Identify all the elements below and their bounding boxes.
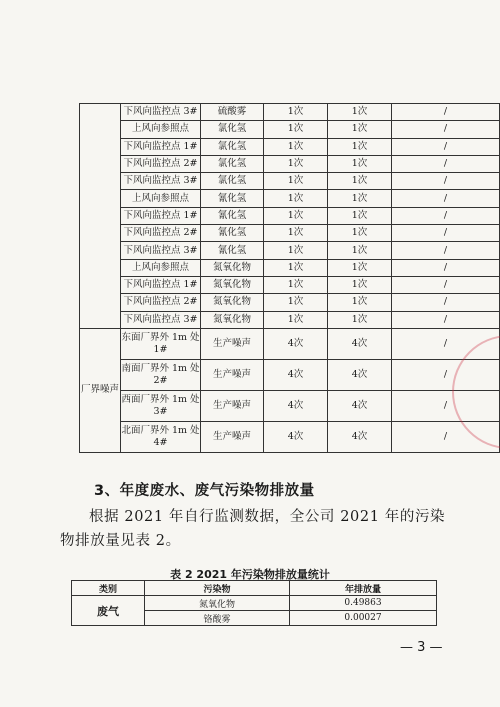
header-category: 类别 xyxy=(72,581,145,596)
frequency-a: 1次 xyxy=(264,173,328,190)
frequency-a: 4次 xyxy=(264,328,328,359)
pollutant: 氮氧化物 xyxy=(201,276,264,293)
frequency-b: 1次 xyxy=(328,242,392,259)
remark: / xyxy=(392,225,500,242)
monitoring-table xyxy=(79,103,500,453)
pollutant: 氮氧化物 xyxy=(201,259,264,276)
frequency-b: 1次 xyxy=(328,138,392,155)
remark: / xyxy=(392,121,500,138)
monitor-point: 下风向监控点 2# xyxy=(121,155,201,172)
monitor-point: 上风向参照点 xyxy=(121,190,201,207)
pollutant: 氮氧化物 xyxy=(201,311,264,328)
table-row xyxy=(80,225,500,242)
remark: / xyxy=(392,328,500,359)
pollutant: 氰化氢 xyxy=(201,190,264,207)
table-row xyxy=(80,259,500,276)
table-row xyxy=(80,421,500,452)
monitor-point: 东面厂界外 1m 处1# xyxy=(121,328,201,359)
amount: 0.49863 xyxy=(290,596,437,611)
table-row xyxy=(72,596,437,611)
frequency-b: 1次 xyxy=(328,190,392,207)
frequency-a: 1次 xyxy=(264,294,328,311)
table-row xyxy=(80,311,500,328)
frequency-b: 1次 xyxy=(328,155,392,172)
table-row xyxy=(80,328,500,359)
table-row xyxy=(80,276,500,293)
table-row xyxy=(80,138,500,155)
frequency-a: 1次 xyxy=(264,225,328,242)
table-row xyxy=(80,173,500,190)
section-heading: 3、年度废水、废气污染物排放量 xyxy=(94,483,315,499)
frequency-a: 1次 xyxy=(264,242,328,259)
remark: / xyxy=(392,311,500,328)
pollutant: 氮氧化物 xyxy=(201,294,264,311)
frequency-b: 4次 xyxy=(328,328,392,359)
table-row xyxy=(80,155,500,172)
frequency-b: 1次 xyxy=(328,294,392,311)
monitor-point: 上风向参照点 xyxy=(121,121,201,138)
table-caption: 表 2 2021 年污染物排放量统计 xyxy=(170,568,330,581)
frequency-a: 1次 xyxy=(264,190,328,207)
category-cell: 废气 xyxy=(72,596,145,626)
frequency-b: 1次 xyxy=(328,311,392,328)
remark: / xyxy=(392,259,500,276)
frequency-b: 4次 xyxy=(328,390,392,421)
monitor-point: 下风向监控点 3# xyxy=(121,242,201,259)
frequency-b: 1次 xyxy=(328,225,392,242)
pollutant: 硫酸雾 xyxy=(201,104,264,121)
remark: / xyxy=(392,359,500,390)
remark: / xyxy=(392,190,500,207)
monitor-point: 下风向监控点 3# xyxy=(121,104,201,121)
table-row xyxy=(80,242,500,259)
monitor-point: 下风向监控点 1# xyxy=(121,276,201,293)
page-number: — 3 — xyxy=(400,640,443,655)
frequency-a: 4次 xyxy=(264,359,328,390)
pollutant: 生产噪声 xyxy=(201,390,264,421)
frequency-b: 4次 xyxy=(328,421,392,452)
pollutant: 生产噪声 xyxy=(201,328,264,359)
frequency-a: 1次 xyxy=(264,207,328,224)
remark: / xyxy=(392,242,500,259)
monitor-point: 南面厂界外 1m 处2# xyxy=(121,359,201,390)
body-paragraph: 根据 2021 年自行监测数据，全公司 2021 年的污染物排放量见表 2。 xyxy=(60,509,446,549)
frequency-b: 4次 xyxy=(328,359,392,390)
remark: / xyxy=(392,294,500,311)
monitor-point: 下风向监控点 1# xyxy=(121,207,201,224)
header-amount: 年排放量 xyxy=(290,581,437,596)
monitor-point: 下风向监控点 3# xyxy=(121,173,201,190)
frequency-b: 1次 xyxy=(328,173,392,190)
table-row xyxy=(80,294,500,311)
emission-table xyxy=(71,580,437,626)
monitor-point: 下风向监控点 3# xyxy=(121,311,201,328)
frequency-a: 4次 xyxy=(264,390,328,421)
pollutant: 氯化氢 xyxy=(201,173,264,190)
pollutant: 氯化氢 xyxy=(201,138,264,155)
table-header-row xyxy=(72,581,437,596)
frequency-a: 1次 xyxy=(264,121,328,138)
pollutant: 氮氧化物 xyxy=(145,596,290,611)
frequency-b: 1次 xyxy=(328,276,392,293)
remark: / xyxy=(392,421,500,452)
frequency-a: 1次 xyxy=(264,276,328,293)
pollutant: 氰化氢 xyxy=(201,225,264,242)
table-row xyxy=(80,121,500,138)
table-row xyxy=(80,207,500,224)
frequency-b: 1次 xyxy=(328,121,392,138)
remark: / xyxy=(392,155,500,172)
amount: 0.00027 xyxy=(290,611,437,626)
frequency-a: 1次 xyxy=(264,311,328,328)
monitor-point: 下风向监控点 2# xyxy=(121,225,201,242)
frequency-a: 1次 xyxy=(264,104,328,121)
pollutant: 铬酸雾 xyxy=(145,611,290,626)
remark: / xyxy=(392,276,500,293)
frequency-a: 4次 xyxy=(264,421,328,452)
frequency-b: 1次 xyxy=(328,104,392,121)
monitor-point: 下风向监控点 1# xyxy=(121,138,201,155)
table-row xyxy=(80,104,500,121)
remark: / xyxy=(392,138,500,155)
table-row xyxy=(80,359,500,390)
remark: / xyxy=(392,104,500,121)
table-row xyxy=(80,190,500,207)
frequency-a: 1次 xyxy=(264,155,328,172)
frequency-a: 1次 xyxy=(264,138,328,155)
pollutant: 生产噪声 xyxy=(201,421,264,452)
remark: / xyxy=(392,207,500,224)
pollutant: 氯化氢 xyxy=(201,155,264,172)
pollutant: 生产噪声 xyxy=(201,359,264,390)
frequency-b: 1次 xyxy=(328,259,392,276)
pollutant: 氰化氢 xyxy=(201,207,264,224)
category-cell-air xyxy=(80,104,121,329)
pollutant: 氰化氢 xyxy=(201,242,264,259)
table-row xyxy=(80,390,500,421)
monitor-point: 北面厂界外 1m 处4# xyxy=(121,421,201,452)
monitor-point: 西面厂界外 1m 处3# xyxy=(121,390,201,421)
category-cell-noise: 厂界噪声 xyxy=(80,328,121,452)
pollutant: 氯化氢 xyxy=(201,121,264,138)
header-pollutant: 污染物 xyxy=(145,581,290,596)
remark: / xyxy=(392,390,500,421)
monitor-point: 下风向监控点 2# xyxy=(121,294,201,311)
monitor-point: 上风向参照点 xyxy=(121,259,201,276)
frequency-a: 1次 xyxy=(264,259,328,276)
remark: / xyxy=(392,173,500,190)
frequency-b: 1次 xyxy=(328,207,392,224)
